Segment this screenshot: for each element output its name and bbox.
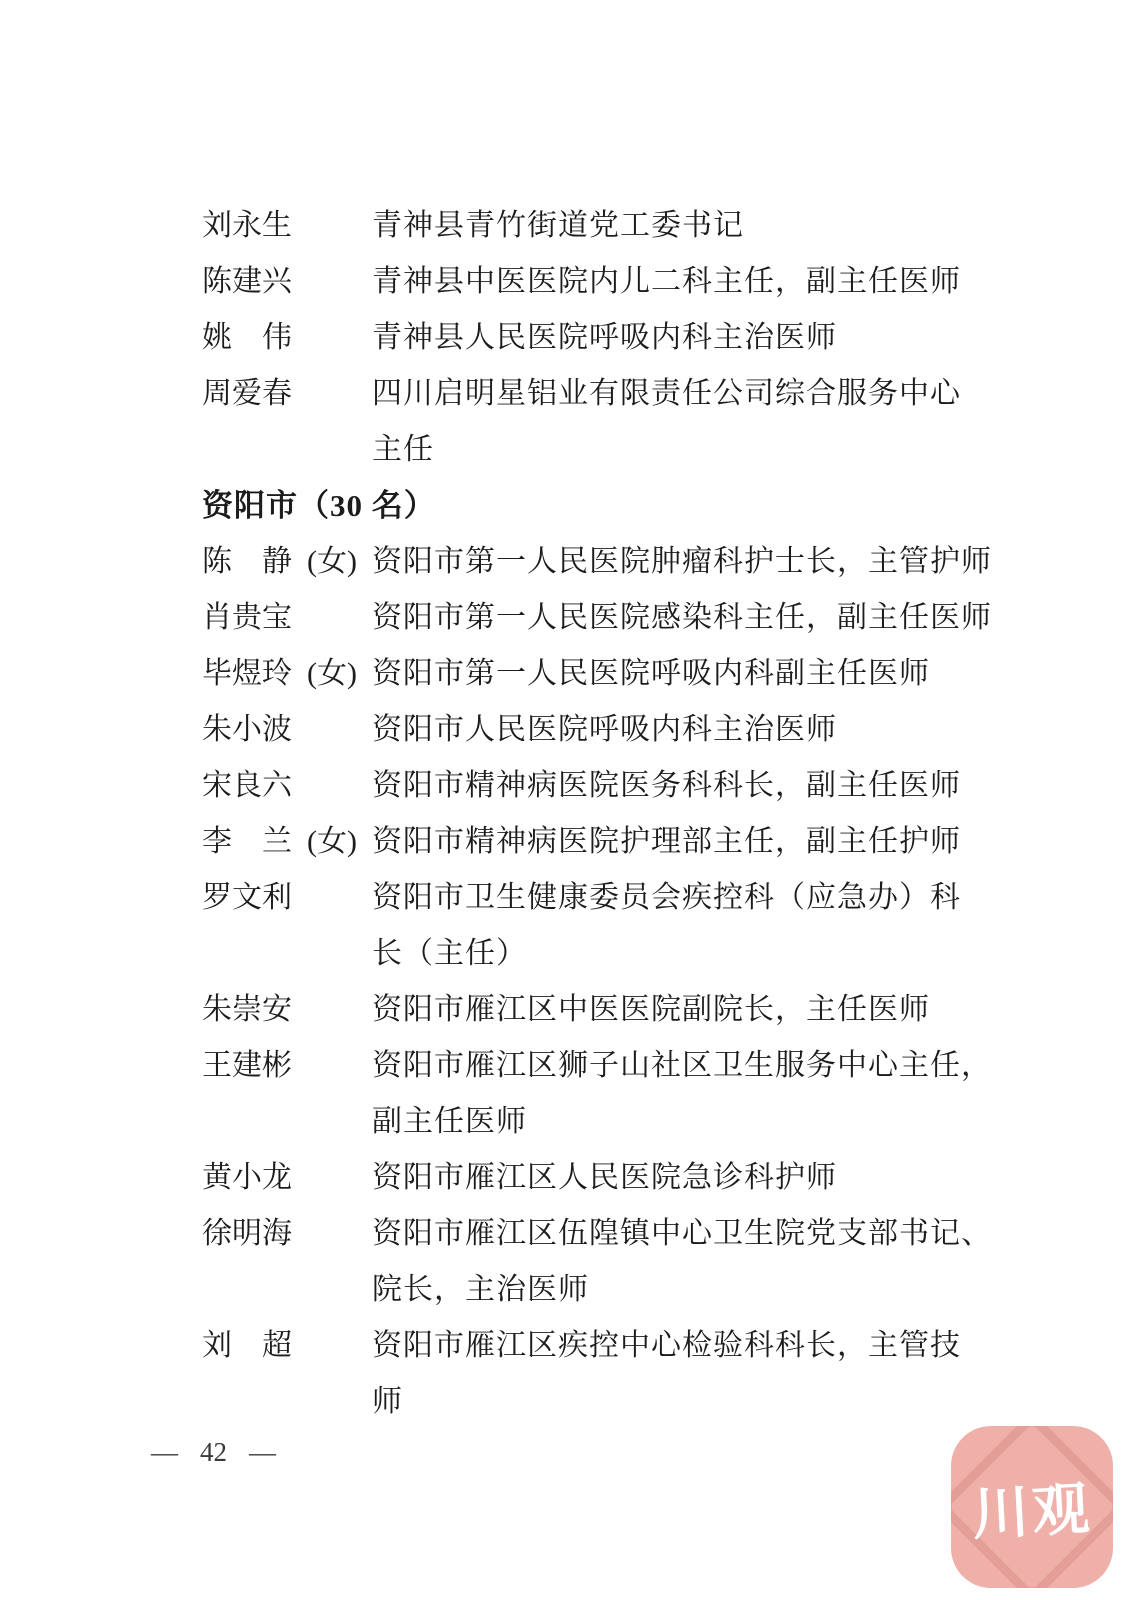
person-title-line: 资阳市雁江区中医医院副院长，主任医师 xyxy=(372,993,930,1026)
person-name-char: 建 xyxy=(232,1049,262,1082)
person-name-char: 爱 xyxy=(232,377,262,410)
person-name-char: 龙 xyxy=(262,1161,292,1194)
person-title xyxy=(372,590,1032,646)
person-name-char: 朱 xyxy=(202,713,232,746)
roster-entry xyxy=(202,646,1032,702)
person-title-line: 师 xyxy=(372,1385,403,1418)
person-title xyxy=(372,758,1032,814)
person-name-char: 小 xyxy=(232,713,262,746)
person-title xyxy=(372,1206,1032,1318)
gender-suffix: (女) xyxy=(307,545,357,578)
person-name xyxy=(202,198,292,254)
person-title xyxy=(372,646,1032,702)
person-name xyxy=(202,646,292,702)
person-name-char: 贵 xyxy=(232,601,262,634)
person-name-char: 玲 xyxy=(262,657,292,690)
person-name-char: 煜 xyxy=(232,657,262,690)
person-title-line: 资阳市精神病医院护理部主任，副主任护师 xyxy=(372,825,961,858)
roster-entry xyxy=(202,310,1032,366)
person-name xyxy=(202,366,292,422)
person-title xyxy=(372,1038,1032,1150)
person-name-char: 超 xyxy=(262,1329,292,1362)
person-name-char: 陈 xyxy=(202,265,232,298)
person-name-char: 肖 xyxy=(202,601,232,634)
person-name xyxy=(202,1038,292,1094)
footer-dash-left: — xyxy=(151,1437,178,1467)
roster-entry xyxy=(202,1318,1032,1430)
roster-list xyxy=(202,198,1032,1430)
person-name-char: 刘 xyxy=(202,1329,232,1362)
person-title xyxy=(372,534,1032,590)
person-name-char: 六 xyxy=(262,769,292,802)
person-name-char: 黄 xyxy=(202,1161,232,1194)
person-title xyxy=(372,982,1032,1038)
person-name xyxy=(202,758,292,814)
person-title xyxy=(372,198,1032,254)
person-title-line: 副主任医师 xyxy=(372,1105,527,1138)
footer-dash-right: — xyxy=(249,1437,276,1467)
person-title-line: 主任 xyxy=(372,433,434,466)
person-title-line: 资阳市第一人民医院感染科主任，副主任医师 xyxy=(372,601,992,634)
person-name-char: 徐 xyxy=(202,1217,232,1250)
person-name-char: 毕 xyxy=(202,657,232,690)
logo-badge xyxy=(951,1426,1113,1588)
gender-suffix: (女) xyxy=(307,825,357,858)
roster-entry xyxy=(202,982,1032,1038)
person-title-line: 资阳市第一人民医院肿瘤科护士长，主管护师 xyxy=(372,545,992,578)
person-name xyxy=(202,1318,292,1374)
person-name-char: 建 xyxy=(232,265,262,298)
roster-entry xyxy=(202,1150,1032,1206)
person-title-line: 资阳市雁江区人民医院急诊科护师 xyxy=(372,1161,837,1194)
person-name xyxy=(202,1206,292,1262)
person-name-char: 罗 xyxy=(202,881,232,914)
person-title-line: 四川启明星铝业有限责任公司综合服务中心 xyxy=(372,377,961,410)
person-name-char: 陈 xyxy=(202,545,232,578)
person-name xyxy=(202,310,292,366)
person-title-line: 资阳市雁江区疾控中心检验科科长，主管技 xyxy=(372,1329,961,1362)
person-name-char: 波 xyxy=(262,713,292,746)
person-name-char: 春 xyxy=(262,377,292,410)
roster-entry xyxy=(202,534,1032,590)
person-title-line: 资阳市雁江区狮子山社区卫生服务中心主任， xyxy=(372,1049,992,1082)
gender-suffix: (女) xyxy=(307,657,357,690)
person-title-line: 资阳市第一人民医院呼吸内科副主任医师 xyxy=(372,657,930,690)
person-name xyxy=(202,534,292,590)
person-name-char: 文 xyxy=(232,881,262,914)
person-title-line: 资阳市人民医院呼吸内科主治医师 xyxy=(372,713,837,746)
person-name-char: 生 xyxy=(262,209,292,242)
person-name-char: 利 xyxy=(262,881,292,914)
person-title xyxy=(372,702,1032,758)
person-name-char: 姚 xyxy=(202,321,232,354)
person-name-char: 兴 xyxy=(262,265,292,298)
roster-entry xyxy=(202,254,1032,310)
roster-entry xyxy=(202,758,1032,814)
person-name-char: 永 xyxy=(232,209,262,242)
person-title xyxy=(372,870,1032,982)
person-name-char: 彬 xyxy=(262,1049,292,1082)
person-name xyxy=(202,702,292,758)
person-name-char: 周 xyxy=(202,377,232,410)
page-number: 42 xyxy=(200,1437,227,1467)
roster-entry xyxy=(202,814,1032,870)
person-name xyxy=(202,870,292,926)
person-name xyxy=(202,1150,292,1206)
roster-entry xyxy=(202,702,1032,758)
person-name-char: 刘 xyxy=(202,209,232,242)
roster-entry xyxy=(202,198,1032,254)
roster-entry xyxy=(202,870,1032,982)
person-title-line: 长（主任） xyxy=(372,937,527,970)
person-title xyxy=(372,366,1032,478)
roster-entry xyxy=(202,366,1032,478)
person-name-char: 伟 xyxy=(262,321,292,354)
roster-entry xyxy=(202,590,1032,646)
person-name-char: 小 xyxy=(232,1161,262,1194)
person-title-line: 资阳市精神病医院医务科科长，副主任医师 xyxy=(372,769,961,802)
roster-entry xyxy=(202,1038,1032,1150)
person-title-line: 资阳市卫生健康委员会疾控科（应急办）科 xyxy=(372,881,961,914)
page-footer xyxy=(151,1437,276,1468)
person-name-char: 宋 xyxy=(202,769,232,802)
person-name-char: 王 xyxy=(202,1049,232,1082)
person-name-char: 李 xyxy=(202,825,232,858)
person-title xyxy=(372,1150,1032,1206)
person-name-char: 崇 xyxy=(232,993,262,1026)
logo-text: 川观 xyxy=(970,1477,1094,1548)
person-name-char: 明 xyxy=(232,1217,262,1250)
person-title xyxy=(372,310,1032,366)
person-name-char: 兰 xyxy=(262,825,292,858)
section-title: 资阳市（30 名） xyxy=(202,488,436,523)
person-name xyxy=(202,590,292,646)
person-name xyxy=(202,982,292,1038)
person-title xyxy=(372,254,1032,310)
person-title xyxy=(372,1318,1032,1430)
person-name xyxy=(202,814,292,870)
person-name-char: 海 xyxy=(262,1217,292,1250)
person-name xyxy=(202,254,292,310)
person-name-char: 安 xyxy=(262,993,292,1026)
person-title-line: 院长，主治医师 xyxy=(372,1273,589,1306)
person-name-char: 良 xyxy=(232,769,262,802)
roster-entry xyxy=(202,1206,1032,1318)
person-title xyxy=(372,814,1032,870)
person-title-line: 青神县中医医院内儿二科主任，副主任医师 xyxy=(372,265,961,298)
person-name-char: 朱 xyxy=(202,993,232,1026)
person-title-line: 青神县人民医院呼吸内科主治医师 xyxy=(372,321,837,354)
section-header xyxy=(202,478,1032,534)
person-title-line: 青神县青竹街道党工委书记 xyxy=(372,209,744,242)
person-name-char: 宝 xyxy=(262,601,292,634)
person-name-char: 静 xyxy=(262,545,292,578)
person-title-line: 资阳市雁江区伍隍镇中心卫生院党支部书记、 xyxy=(372,1217,992,1250)
